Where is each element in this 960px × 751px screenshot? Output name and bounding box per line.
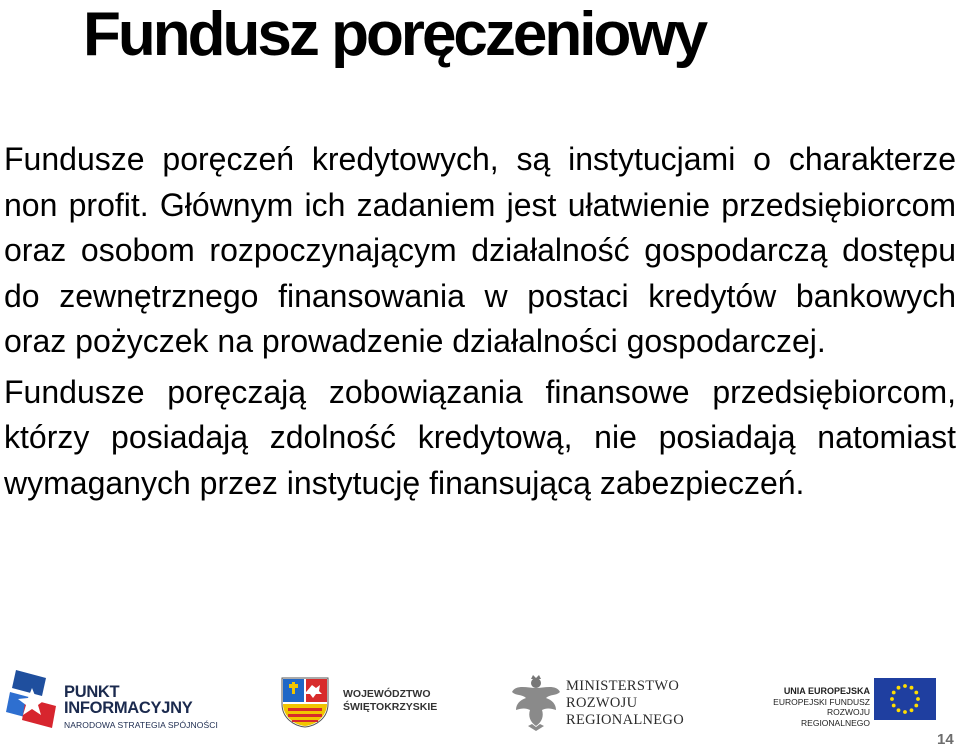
punkt-informacyjny-sub: NARODOWA STRATEGIA SPÓJNOŚCI [64,720,218,730]
footer-logos [0,660,960,751]
text-line: finansującą zabezpieczeń. [429,464,805,501]
logo-text-line: ROZWOJU [566,695,638,711]
paragraph-1 [4,137,956,365]
text-line: bankowych oraz pożyczek na prowadzenie działalności [4,277,957,359]
text-line: nie posiadają natomiast wymaganych przez instytucję [4,419,957,501]
paragraph-2 [4,370,956,507]
eu-label [758,686,870,728]
text-line: gospodarczej. [626,323,826,359]
text-line: przedsiębiorcom, którzy posiadają zdolność kredytową, [4,373,956,455]
page-number: 14 [937,731,954,748]
text-line: ułatwienie przedsiębiorcom oraz osobom [4,186,957,268]
logo-text-line: INFORMACYJNY [64,699,193,717]
punkt-informacyjny-label [64,684,192,716]
text-line: zewnętrznego finansowania w postaci kredytów [59,277,777,314]
logo-text-line: REGIONALNEGO [566,712,684,728]
logo-text-line: EUROPEJSKI FUNDUSZ [773,696,870,707]
logo-text-line: WOJEWÓDZTWO [343,688,431,700]
swietokrzyskie-coat-of-arms-icon [280,676,330,728]
swietokrzyskie-label [343,688,437,714]
logo-text-line: ROZWOJU REGIONALNEGO [801,707,870,728]
ministerstwo-label [566,678,684,729]
logo-text-line: PUNKT [64,683,120,701]
punkt-informacyjny-logo-icon [6,668,60,734]
page-title: Fundusz poręczeniowy [83,0,706,69]
logo-text-line: UNIA EUROPEJSKA [783,686,870,696]
text-line: Fundusze poręczeń kredytowych, są instytucjami [4,141,736,177]
text-line: Fundusze poręczają zobowiązania finansowe [4,373,690,410]
eu-flag-icon [874,678,936,720]
logo-text-line: ŚWIĘTOKRZYSKIE [343,701,438,713]
text-line: rozpoczynającym działalność gospodarczą dostępu do [4,232,956,314]
main-content [4,137,956,506]
polish-eagle-emblem-icon [510,674,562,732]
logo-text-line: MINISTERSTWO [566,678,680,694]
text-line: o charakterze non profit. Głównym ich zadaniem jest [4,141,956,223]
